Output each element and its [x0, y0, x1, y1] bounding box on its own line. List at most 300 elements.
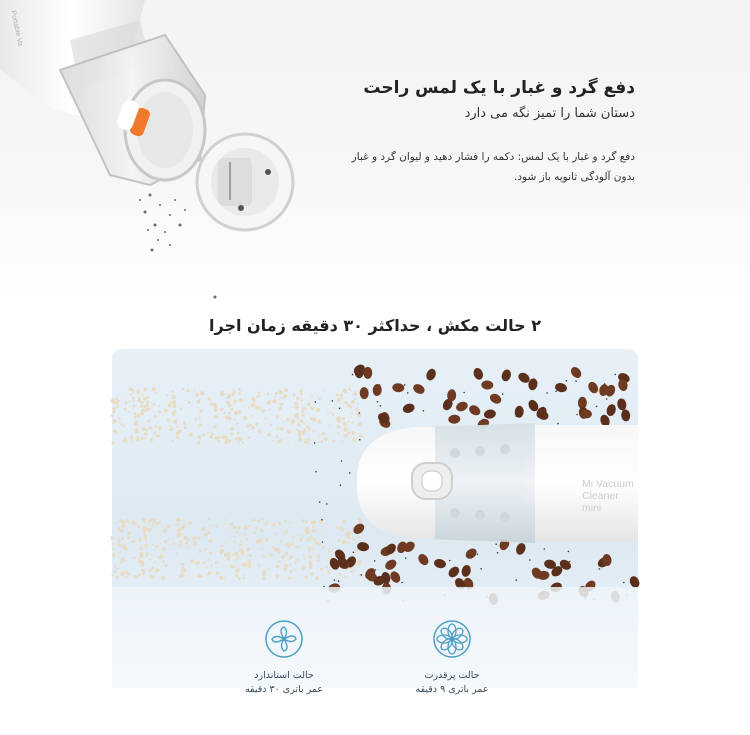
grain-particle	[255, 423, 258, 426]
grain-particle	[253, 404, 255, 406]
grain-particle	[304, 407, 307, 410]
grain-particle	[242, 553, 244, 555]
grain-particle	[284, 519, 287, 522]
grain-particle	[123, 425, 125, 427]
pepper-speck	[606, 398, 608, 400]
product-label: Mi Vacuum Cleaner mini	[582, 478, 634, 514]
grain-particle	[298, 437, 302, 441]
grain-particle	[180, 407, 182, 409]
grain-particle	[276, 415, 279, 418]
grain-particle	[218, 572, 220, 574]
grain-particle	[134, 575, 138, 579]
grain-particle	[243, 416, 247, 420]
grain-particle	[220, 408, 223, 411]
grain-particle	[235, 437, 238, 440]
grain-particle	[297, 534, 299, 536]
grain-particle	[238, 578, 241, 581]
grain-particle	[138, 573, 141, 576]
grain-particle	[204, 533, 208, 537]
grain-particle	[267, 568, 269, 570]
grain-particle	[137, 389, 139, 391]
grain-particle	[196, 561, 200, 565]
grain-particle	[145, 547, 147, 549]
grain-particle	[140, 545, 142, 547]
grain-particle	[246, 538, 249, 541]
grain-particle	[149, 426, 153, 430]
grain-particle	[118, 539, 121, 542]
grain-particle	[300, 393, 302, 395]
grain-particle	[156, 568, 160, 572]
grain-particle	[228, 412, 231, 415]
grain-particle	[221, 549, 225, 553]
modes-band	[112, 587, 638, 688]
grain-particle	[301, 535, 304, 538]
grain-particle	[122, 439, 126, 443]
grain-particle	[199, 410, 202, 413]
grain-particle	[298, 433, 302, 437]
feature-description	[335, 147, 635, 187]
grain-particle	[158, 426, 162, 430]
grain-particle	[120, 529, 124, 533]
grain-particle	[208, 571, 212, 575]
grain-particle	[302, 519, 305, 522]
feature-subhead: دستان شما را تمیز نگه می دارد	[464, 106, 635, 121]
grain-particle	[176, 432, 180, 436]
grain-particle	[235, 558, 237, 560]
grain-particle	[307, 538, 311, 542]
grain-particle	[194, 390, 196, 392]
pepper-speck	[411, 404, 413, 406]
grain-particle	[251, 426, 255, 430]
grain-particle	[138, 538, 142, 542]
coffee-bean	[388, 570, 402, 585]
grain-particle	[204, 549, 206, 551]
grain-particle	[305, 520, 307, 522]
grain-particle	[189, 521, 193, 525]
grain-particle	[247, 564, 251, 568]
pepper-speck	[322, 541, 324, 543]
grain-particle	[304, 431, 306, 433]
grain-particle	[332, 414, 334, 416]
grain-particle	[354, 570, 356, 572]
grain-particle	[233, 541, 236, 544]
grain-particle	[119, 551, 121, 553]
grain-particle	[233, 565, 236, 568]
grain-particle	[125, 402, 128, 405]
grain-particle	[280, 439, 282, 441]
grain-particle	[254, 439, 256, 441]
grain-particle	[305, 530, 308, 533]
grain-particle	[263, 555, 266, 558]
grain-particle	[148, 408, 150, 410]
grain-particle	[215, 561, 218, 564]
grain-particle	[230, 408, 233, 411]
grain-particle	[121, 537, 124, 540]
grain-particle	[210, 525, 212, 527]
grain-particle	[121, 574, 123, 576]
grain-particle	[223, 577, 225, 579]
grain-particle	[133, 522, 137, 526]
grain-particle	[276, 565, 280, 569]
grain-particle	[213, 425, 216, 428]
grain-particle	[339, 573, 342, 576]
grain-particle	[167, 418, 170, 421]
grain-particle	[294, 402, 298, 406]
coffee-bean	[481, 380, 493, 390]
grain-particle	[116, 576, 119, 579]
grain-particle	[113, 419, 117, 423]
grain-particle	[248, 406, 250, 408]
grain-particle	[114, 565, 116, 567]
grain-particle	[141, 569, 145, 573]
grain-particle	[159, 405, 161, 407]
grain-particle	[336, 393, 339, 396]
grain-particle	[172, 543, 174, 545]
grain-particle	[242, 441, 244, 443]
grain-particle	[118, 529, 121, 532]
grain-particle	[207, 559, 209, 561]
pepper-speck	[623, 582, 625, 584]
desc-line-2: بدون آلودگی ثانویه باز شود.	[514, 171, 635, 183]
grain-particle	[310, 572, 314, 576]
grain-particle	[235, 552, 238, 555]
pepper-speck	[477, 554, 479, 556]
grain-particle	[317, 577, 319, 579]
pepper-speck	[405, 557, 407, 559]
grain-particle	[239, 443, 241, 445]
pepper-speck	[375, 569, 377, 571]
grain-particle	[176, 523, 179, 526]
grain-particle	[304, 441, 307, 444]
grain-particle	[144, 388, 148, 392]
grain-particle	[164, 564, 167, 567]
grain-particle	[188, 546, 190, 548]
grain-particle	[308, 550, 310, 552]
grain-particle	[309, 561, 313, 565]
grain-particle	[274, 532, 277, 535]
grain-particle	[151, 555, 153, 557]
grain-particle	[239, 548, 243, 552]
grain-particle	[285, 552, 288, 555]
grain-particle	[186, 389, 189, 392]
grain-particle	[154, 561, 156, 563]
pepper-speck	[352, 374, 354, 376]
grain-particle	[133, 556, 136, 559]
grain-particle	[312, 529, 315, 532]
grain-particle	[125, 576, 127, 578]
grain-particle	[226, 401, 228, 403]
grain-particle	[173, 410, 176, 413]
grain-particle	[278, 427, 280, 429]
grain-particle	[185, 541, 188, 544]
grain-particle	[134, 422, 138, 426]
grain-particle	[238, 392, 241, 395]
grain-particle	[247, 560, 251, 564]
grain-particle	[182, 568, 186, 572]
grain-particle	[142, 394, 144, 396]
grain-particle	[133, 408, 135, 410]
grain-particle	[324, 390, 326, 392]
grain-particle	[295, 561, 297, 563]
grain-particle	[126, 519, 130, 523]
grain-particle	[275, 392, 278, 395]
grain-particle	[209, 435, 213, 439]
grain-particle	[289, 556, 292, 559]
grain-particle	[141, 405, 144, 408]
grain-particle	[351, 417, 353, 419]
grain-particle	[310, 535, 312, 537]
grain-particle	[128, 411, 130, 413]
grain-particle	[254, 532, 256, 534]
grain-particle	[284, 388, 288, 392]
grain-particle	[177, 518, 181, 522]
grain-particle	[239, 533, 241, 535]
grain-particle	[224, 541, 226, 543]
grain-particle	[287, 542, 290, 545]
grain-particle	[319, 434, 321, 436]
grain-particle	[183, 519, 185, 521]
grain-particle	[127, 572, 130, 575]
grain-particle	[337, 398, 341, 402]
grain-particle	[305, 576, 308, 579]
pepper-speck	[334, 579, 336, 581]
grain-particle	[143, 397, 147, 401]
grain-particle	[342, 540, 346, 544]
grain-particle	[236, 556, 238, 558]
grain-particle	[324, 437, 328, 441]
pepper-speck	[463, 392, 465, 394]
coffee-bean	[425, 367, 438, 382]
grain-particle	[344, 434, 348, 438]
grain-particle	[307, 546, 311, 550]
pepper-speck	[341, 460, 343, 462]
grain-particle	[309, 555, 311, 557]
grain-particle	[319, 520, 323, 524]
grain-particle	[320, 568, 323, 571]
grain-particle	[203, 562, 206, 565]
grain-particle	[170, 425, 172, 427]
pepper-speck	[315, 471, 317, 473]
pepper-speck	[575, 380, 577, 382]
grain-particle	[239, 543, 242, 546]
product-image-dust-release	[0, 0, 300, 300]
grain-particle	[224, 519, 226, 521]
grain-particle	[112, 422, 114, 424]
grain-particle	[274, 395, 276, 397]
grain-particle	[162, 576, 166, 580]
grain-particle	[146, 401, 149, 404]
grain-particle	[172, 440, 174, 442]
grain-particle	[116, 523, 118, 525]
grain-particle	[208, 518, 210, 520]
grain-particle	[327, 412, 329, 414]
feature-headline: دفع گرد و غبار با یک لمس راحت	[363, 78, 635, 98]
grain-particle	[201, 527, 205, 531]
grain-particle	[351, 421, 354, 424]
grain-particle	[258, 392, 260, 394]
grain-particle	[313, 538, 316, 541]
grain-particle	[133, 400, 135, 402]
grain-particle	[112, 410, 115, 413]
grain-particle	[227, 396, 230, 399]
grain-particle	[114, 431, 118, 435]
grain-particle	[188, 538, 190, 540]
grain-particle	[122, 524, 126, 528]
pepper-speck	[423, 410, 425, 412]
grain-particle	[198, 436, 202, 440]
grain-particle	[158, 411, 161, 414]
grain-particle	[303, 423, 305, 425]
grain-particle	[328, 424, 330, 426]
grain-particle	[239, 398, 243, 402]
coffee-bean	[472, 367, 485, 381]
grain-particle	[143, 526, 147, 530]
grain-particle	[302, 566, 306, 570]
grain-particle	[118, 417, 120, 419]
grain-particle	[261, 518, 263, 520]
grain-particle	[338, 421, 341, 424]
grain-particle	[182, 388, 185, 391]
grain-particle	[183, 422, 186, 425]
grain-particle	[255, 406, 259, 410]
grain-particle	[344, 425, 346, 427]
grain-particle	[230, 427, 234, 431]
grain-particle	[272, 399, 276, 403]
grain-particle	[257, 520, 260, 523]
grain-particle	[347, 404, 351, 408]
pepper-speck	[314, 442, 316, 444]
pepper-speck	[326, 503, 328, 505]
grain-particle	[124, 547, 127, 550]
grain-particle	[176, 533, 180, 537]
grain-particle	[214, 415, 218, 419]
pepper-speck	[332, 400, 334, 402]
grain-particle	[276, 436, 278, 438]
grain-particle	[230, 433, 233, 436]
grain-particle	[316, 408, 320, 412]
grain-particle	[172, 412, 175, 415]
grain-particle	[167, 573, 169, 575]
grain-particle	[340, 526, 343, 529]
grain-particle	[176, 552, 178, 554]
grain-particle	[157, 435, 160, 438]
grain-particle	[213, 404, 217, 408]
grain-particle	[246, 555, 248, 557]
grain-particle	[184, 426, 187, 429]
grain-particle	[302, 407, 304, 409]
coffee-bean	[616, 398, 627, 411]
grain-particle	[179, 540, 182, 543]
grain-particle	[193, 542, 197, 546]
grain-particle	[347, 542, 349, 544]
grain-particle	[220, 553, 222, 555]
grain-particle	[221, 436, 225, 440]
grain-particle	[240, 540, 242, 542]
device-engraving: Portable Va	[9, 10, 24, 47]
coffee-bean	[411, 382, 426, 396]
grain-particle	[337, 425, 341, 429]
grain-particle	[288, 577, 291, 580]
grain-particle	[299, 538, 302, 541]
grain-particle	[199, 550, 202, 553]
grain-particle	[134, 415, 136, 417]
standard-mode-runtime: عمر باتری ۳۰ دقیقه	[244, 684, 324, 695]
grain-particle	[338, 539, 341, 542]
grain-particle	[112, 407, 115, 410]
grain-particle	[313, 430, 315, 432]
coffee-bean	[460, 564, 472, 578]
grain-particle	[163, 529, 167, 533]
grain-particle	[217, 436, 220, 439]
grain-particle	[252, 397, 256, 401]
grain-particle	[311, 521, 314, 524]
grain-particle	[166, 394, 168, 396]
grain-particle	[142, 427, 146, 431]
grain-particle	[224, 412, 226, 414]
grain-particle	[339, 394, 343, 398]
grain-particle	[272, 440, 274, 442]
grain-particle	[298, 547, 300, 549]
grain-particle	[298, 423, 301, 426]
grain-particle	[303, 554, 305, 556]
grain-particle	[130, 436, 133, 439]
grain-particle	[129, 388, 132, 391]
grain-particle	[159, 543, 161, 545]
grain-particle	[146, 429, 149, 432]
grain-particle	[276, 428, 278, 430]
grain-particle	[153, 431, 156, 434]
grain-particle	[256, 540, 260, 544]
grain-particle	[332, 549, 334, 551]
grain-particle	[275, 575, 279, 579]
grain-particle	[139, 536, 141, 538]
grain-particle	[296, 546, 299, 549]
grain-particle	[301, 399, 304, 402]
grain-particle	[298, 431, 301, 434]
grain-particle	[292, 406, 294, 408]
grain-particle	[320, 529, 322, 531]
grain-particle	[152, 524, 154, 526]
pepper-speck	[515, 579, 517, 581]
grain-particle	[266, 521, 268, 523]
grain-particle	[169, 401, 172, 404]
grain-particle	[144, 535, 148, 539]
grain-particle	[110, 536, 114, 540]
grain-particle	[310, 417, 314, 421]
grain-particle	[115, 401, 119, 405]
grain-particle	[219, 576, 223, 580]
grain-particle	[226, 552, 230, 556]
grain-particle	[235, 574, 238, 577]
grain-particle	[307, 403, 310, 406]
grain-particle	[210, 402, 213, 405]
grain-particle	[235, 569, 239, 573]
grain-particle	[146, 556, 148, 558]
grain-particle	[249, 554, 252, 557]
grain-particle	[260, 529, 263, 532]
grain-particle	[243, 406, 245, 408]
grain-particle	[183, 575, 185, 577]
pepper-speck	[319, 501, 321, 503]
grain-particle	[151, 527, 154, 530]
grain-particle	[280, 427, 284, 431]
grain-particle	[111, 414, 114, 417]
grain-particle	[191, 559, 195, 563]
grain-particle	[198, 399, 201, 402]
grain-particle	[117, 400, 119, 402]
grain-particle	[224, 523, 226, 525]
grain-particle	[140, 437, 143, 440]
